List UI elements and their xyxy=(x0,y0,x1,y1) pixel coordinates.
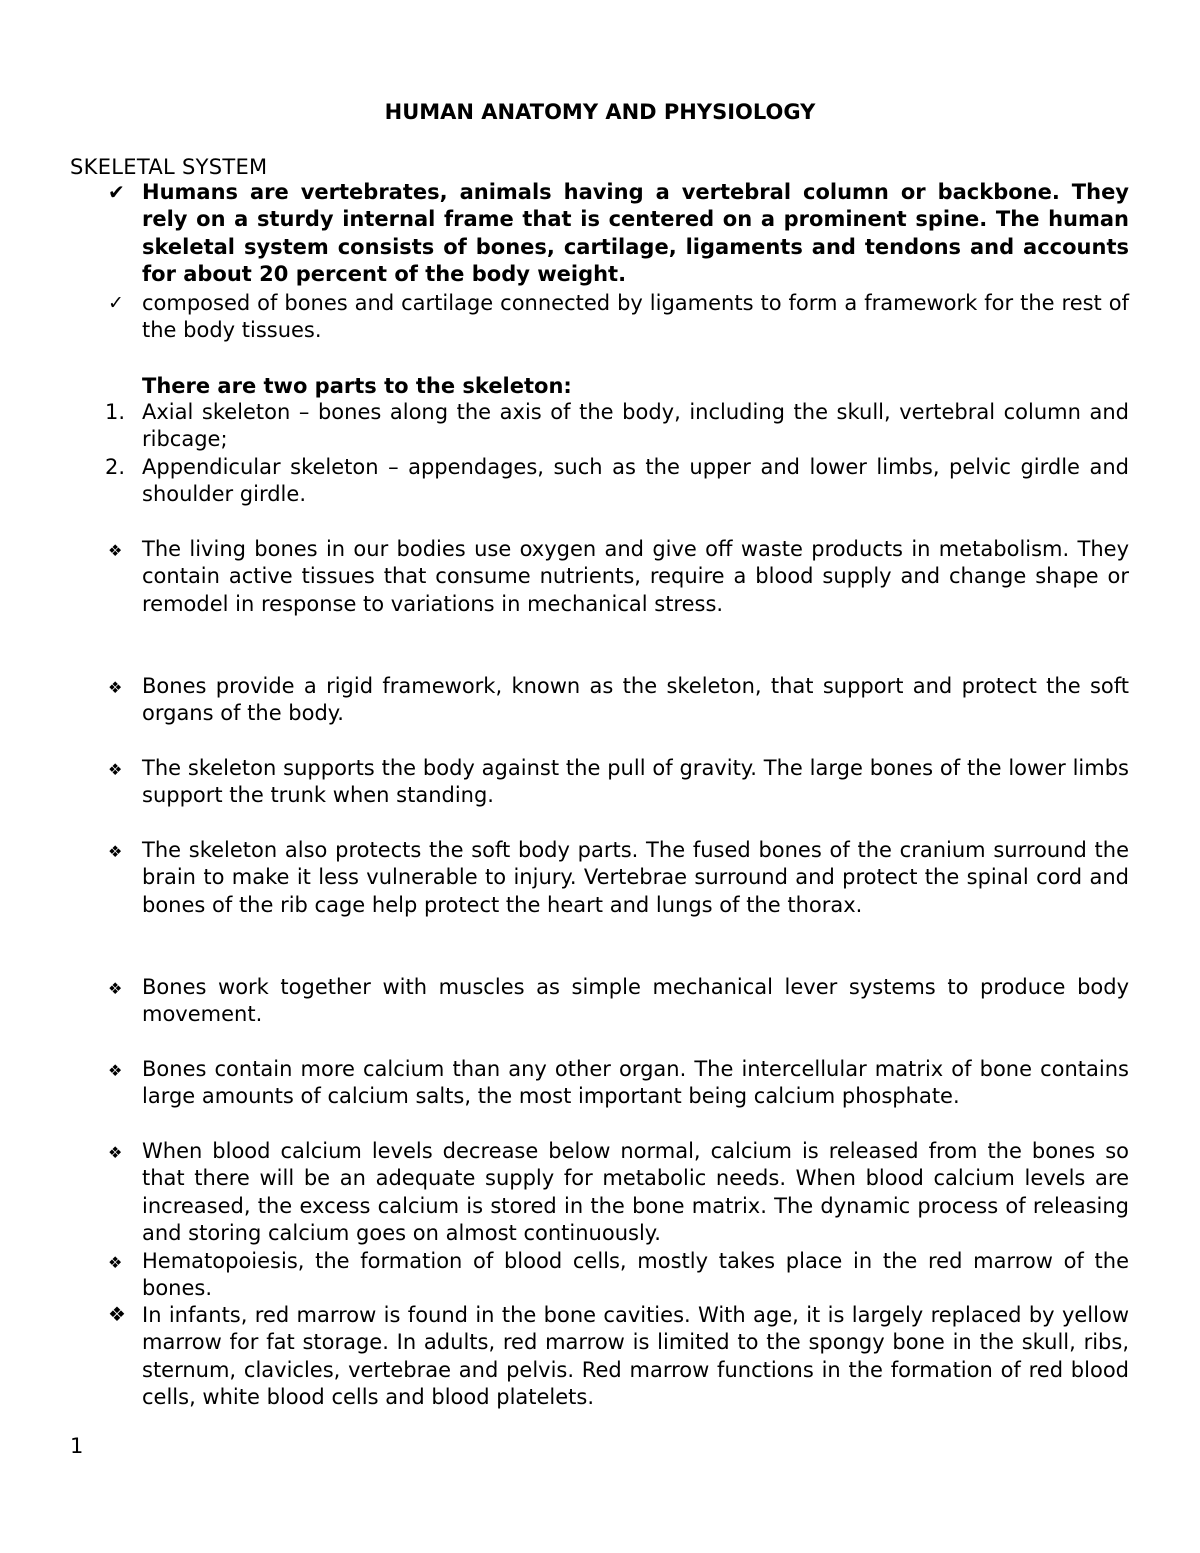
bullet-item xyxy=(108,974,1129,1029)
checklist-item xyxy=(108,179,1129,289)
bullet-item xyxy=(108,1138,1129,1248)
bullet-item xyxy=(108,755,1129,810)
item-number: 1. xyxy=(105,400,126,424)
diamond-bullet-icon: ❖ xyxy=(108,1143,123,1162)
numbered-item xyxy=(105,454,1129,509)
numbered-item xyxy=(105,399,1129,454)
diamond-bullet-icon: ❖ xyxy=(108,678,123,697)
section-heading: SKELETAL SYSTEM xyxy=(70,155,268,179)
bullet-item xyxy=(108,673,1129,728)
checklist-item-text: composed of bones and cartilage connected by ligaments to form a framework for the rest of the body tissues. xyxy=(142,291,1129,343)
bullet-item-text: The living bones in our bodies use oxygen and give off waste products in metabolism. They contain active tissues that consume nutrients, require a blood supply and change shape or remodel in response to variations in mechanical stress. xyxy=(142,537,1129,616)
numbered-item-text: Appendicular skeleton – appendages, such as the upper and lower limbs, pelvic girdle and shoulder girdle. xyxy=(142,455,1129,507)
bullet-item xyxy=(108,1248,1129,1303)
diamond-bullet-icon: ❖ xyxy=(108,541,123,560)
diamond-bullet-icon: ❖ xyxy=(108,1302,126,1326)
bullet-item-text: In infants, red marrow is found in the bone cavities. With age, it is largely replaced by yellow marrow for fat storage. In adults, red marrow is limited to the spongy bone in the skull, ribs, sternum, clavicles, vertebrae and pelvis. Red marrow functions in the formation of red blood cells, white blood cells and blood platelets. xyxy=(142,1303,1129,1410)
page-number: 1 xyxy=(70,1434,84,1458)
bullet-item-text: Bones provide a rigid framework, known as the skeleton, that support and protect the soft organs of the body. xyxy=(142,674,1129,726)
diamond-bullet-icon: ❖ xyxy=(108,979,123,998)
bullet-item xyxy=(108,1302,1129,1412)
bullet-item-text: Bones contain more calcium than any other organ. The intercellular matrix of bone contains large amounts of calcium salts, the most important being calcium phosphate. xyxy=(142,1057,1129,1109)
checklist-item xyxy=(108,290,1129,345)
item-number: 2. xyxy=(105,455,126,479)
document-title: HUMAN ANATOMY AND PHYSIOLOGY xyxy=(384,100,816,124)
bullet-item xyxy=(108,1056,1129,1111)
diamond-bullet-icon: ❖ xyxy=(108,1253,123,1272)
checkmark-icon: ✔ xyxy=(108,180,125,204)
bullet-item-text: The skeleton also protects the soft body parts. The fused bones of the cranium surround the brain to make it less vulnerable to injury. Vertebrae surround and protect the spinal cord and bones of the rib cage help protect the heart and lungs of the thorax. xyxy=(142,838,1129,917)
bullet-item xyxy=(108,536,1129,618)
parts-heading: There are two parts to the skeleton: xyxy=(142,374,572,398)
bullet-item-text: Bones work together with muscles as simple mechanical lever systems to produce body movement. xyxy=(142,975,1129,1027)
diamond-bullet-icon: ❖ xyxy=(108,760,123,779)
numbered-item-text: Axial skeleton – bones along the axis of the body, including the skull, vertebral column and ribcage; xyxy=(142,400,1129,452)
diamond-bullet-icon: ❖ xyxy=(108,842,123,861)
bullet-item-text: The skeleton supports the body against the pull of gravity. The large bones of the lower limbs support the trunk when standing. xyxy=(142,756,1129,808)
checkmark-icon: ✓ xyxy=(108,292,124,314)
bullet-item xyxy=(108,837,1129,919)
diamond-bullet-icon: ❖ xyxy=(108,1061,123,1080)
bullet-item-text: Hematopoiesis, the formation of blood cells, mostly takes place in the red marrow of the bones. xyxy=(142,1249,1129,1301)
checklist-item-text: Humans are vertebrates, animals having a vertebral column or backbone. They rely on a sturdy internal frame that is centered on a prominent spine. The human skeletal system consists of bones, cartilage, ligaments and tendons and accounts for about 20 percent of the body weight. xyxy=(142,180,1129,287)
bullet-item-text: When blood calcium levels decrease below normal, calcium is released from the bones so that there will be an adequate supply for metabolic needs. When blood calcium levels are increased, the excess calcium is stored in the bone matrix. The dynamic process of releasing and storing calcium goes on almost continuously. xyxy=(142,1139,1129,1246)
